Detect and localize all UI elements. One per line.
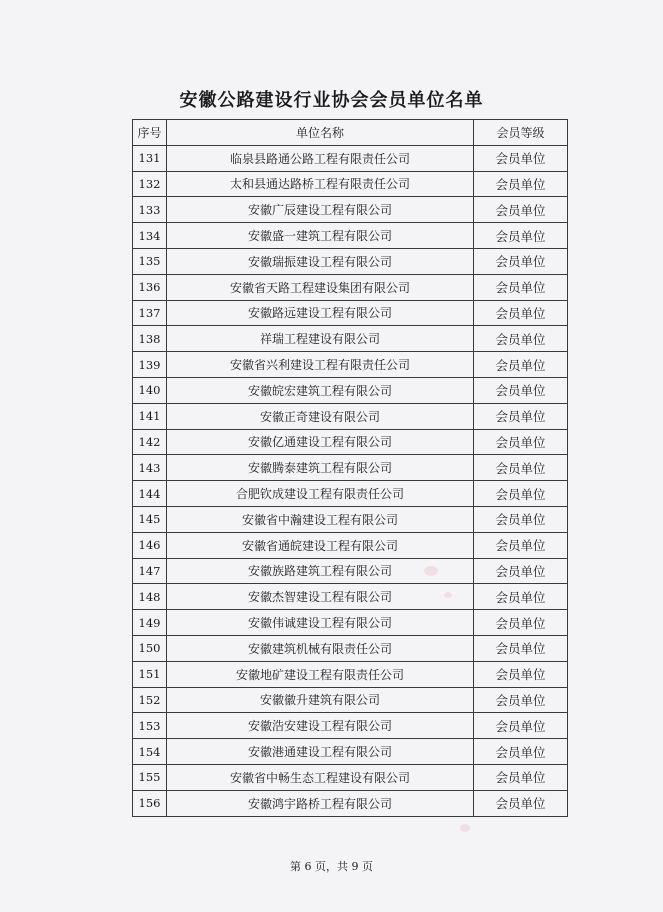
row-seq: 143 (133, 455, 167, 481)
table-row (133, 558, 568, 584)
row-seq: 134 (133, 223, 167, 249)
row-member-level: 会员单位 (474, 326, 568, 352)
table-row (133, 223, 568, 249)
row-unit-name: 安徽省通皖建设工程有限公司 (167, 532, 474, 558)
row-seq: 140 (133, 377, 167, 403)
table-row (133, 145, 568, 171)
row-member-level: 会员单位 (474, 171, 568, 197)
row-unit-name: 安徽杰智建设工程有限公司 (167, 584, 474, 610)
table-row (133, 764, 568, 790)
row-member-level: 会员单位 (474, 377, 568, 403)
row-unit-name: 安徽省天路工程建设集团有限公司 (167, 274, 474, 300)
header-level: 会员等级 (474, 120, 568, 146)
table-row (133, 377, 568, 403)
row-member-level: 会员单位 (474, 300, 568, 326)
row-member-level: 会员单位 (474, 739, 568, 765)
row-seq: 137 (133, 300, 167, 326)
row-seq: 132 (133, 171, 167, 197)
row-member-level: 会员单位 (474, 610, 568, 636)
member-table (132, 119, 568, 817)
row-member-level: 会员单位 (474, 429, 568, 455)
row-unit-name: 祥瑞工程建设有限公司 (167, 326, 474, 352)
row-seq: 141 (133, 403, 167, 429)
table-body (133, 145, 568, 816)
table-row (133, 506, 568, 532)
row-unit-name: 安徽广辰建设工程有限公司 (167, 197, 474, 223)
table-row (133, 455, 568, 481)
row-seq: 131 (133, 145, 167, 171)
row-unit-name: 安徽建筑机械有限责任公司 (167, 635, 474, 661)
row-seq: 138 (133, 326, 167, 352)
table-row (133, 403, 568, 429)
row-member-level: 会员单位 (474, 274, 568, 300)
row-member-level: 会员单位 (474, 532, 568, 558)
row-seq: 155 (133, 764, 167, 790)
row-member-level: 会员单位 (474, 687, 568, 713)
table-row (133, 635, 568, 661)
row-unit-name: 安徽亿通建设工程有限公司 (167, 429, 474, 455)
row-member-level: 会员单位 (474, 248, 568, 274)
header-name: 单位名称 (167, 120, 474, 146)
row-unit-name: 安徽路远建设工程有限公司 (167, 300, 474, 326)
table-row (133, 481, 568, 507)
page-footer: 第 6 页，共 9 页 (290, 860, 373, 873)
row-member-level: 会员单位 (474, 352, 568, 378)
table-header-row (133, 120, 568, 146)
row-seq: 139 (133, 352, 167, 378)
row-unit-name: 安徽正奇建设有限公司 (167, 403, 474, 429)
table-row (133, 326, 568, 352)
row-member-level: 会员单位 (474, 764, 568, 790)
row-unit-name: 临泉县路通公路工程有限责任公司 (167, 145, 474, 171)
row-unit-name: 安徽鸿宇路桥工程有限公司 (167, 790, 474, 816)
row-seq: 150 (133, 635, 167, 661)
row-unit-name: 合肥钦成建设工程有限责任公司 (167, 481, 474, 507)
row-unit-name: 安徽族路建筑工程有限公司 (167, 558, 474, 584)
table-row (133, 687, 568, 713)
row-seq: 135 (133, 248, 167, 274)
row-unit-name: 安徽腾泰建筑工程有限公司 (167, 455, 474, 481)
table-row (133, 429, 568, 455)
row-member-level: 会员单位 (474, 558, 568, 584)
row-member-level: 会员单位 (474, 713, 568, 739)
stamp-trace (444, 592, 452, 598)
row-unit-name: 安徽浩安建设工程有限公司 (167, 713, 474, 739)
row-member-level: 会员单位 (474, 506, 568, 532)
row-seq: 148 (133, 584, 167, 610)
row-seq: 156 (133, 790, 167, 816)
row-member-level: 会员单位 (474, 455, 568, 481)
table-row (133, 739, 568, 765)
row-unit-name: 安徽港通建设工程有限公司 (167, 739, 474, 765)
page-title: 安徽公路建设行业协会会员单位名单 (179, 90, 484, 111)
row-member-level: 会员单位 (474, 223, 568, 249)
table-row (133, 248, 568, 274)
row-seq: 144 (133, 481, 167, 507)
row-member-level: 会员单位 (474, 197, 568, 223)
table-row (133, 713, 568, 739)
row-unit-name: 安徽皖宏建筑工程有限公司 (167, 377, 474, 403)
row-unit-name: 安徽伟诚建设工程有限公司 (167, 610, 474, 636)
row-seq: 153 (133, 713, 167, 739)
row-member-level: 会员单位 (474, 661, 568, 687)
table-row (133, 274, 568, 300)
row-seq: 147 (133, 558, 167, 584)
table-row (133, 532, 568, 558)
table-row (133, 661, 568, 687)
row-unit-name: 安徽省中瀚建设工程有限公司 (167, 506, 474, 532)
row-seq: 154 (133, 739, 167, 765)
row-seq: 151 (133, 661, 167, 687)
row-member-level: 会员单位 (474, 145, 568, 171)
row-unit-name: 太和县通达路桥工程有限责任公司 (167, 171, 474, 197)
row-seq: 142 (133, 429, 167, 455)
table-row (133, 171, 568, 197)
row-unit-name: 安徽省中畅生态工程建设有限公司 (167, 764, 474, 790)
row-unit-name: 安徽省兴利建设工程有限责任公司 (167, 352, 474, 378)
row-seq: 145 (133, 506, 167, 532)
row-seq: 133 (133, 197, 167, 223)
table-row (133, 197, 568, 223)
table-row (133, 352, 568, 378)
row-seq: 149 (133, 610, 167, 636)
row-seq: 136 (133, 274, 167, 300)
row-member-level: 会员单位 (474, 584, 568, 610)
row-member-level: 会员单位 (474, 790, 568, 816)
stamp-trace (460, 824, 470, 832)
row-seq: 146 (133, 532, 167, 558)
stamp-trace (424, 566, 438, 576)
row-unit-name: 安徽盛一建筑工程有限公司 (167, 223, 474, 249)
row-member-level: 会员单位 (474, 481, 568, 507)
row-seq: 152 (133, 687, 167, 713)
row-unit-name: 安徽瑞振建设工程有限公司 (167, 248, 474, 274)
row-member-level: 会员单位 (474, 635, 568, 661)
table-row (133, 584, 568, 610)
table-row (133, 300, 568, 326)
header-seq: 序号 (133, 120, 167, 146)
table-row (133, 790, 568, 816)
row-unit-name: 安徽徽升建筑有限公司 (167, 687, 474, 713)
row-unit-name: 安徽地矿建设工程有限责任公司 (167, 661, 474, 687)
row-member-level: 会员单位 (474, 403, 568, 429)
table-row (133, 610, 568, 636)
